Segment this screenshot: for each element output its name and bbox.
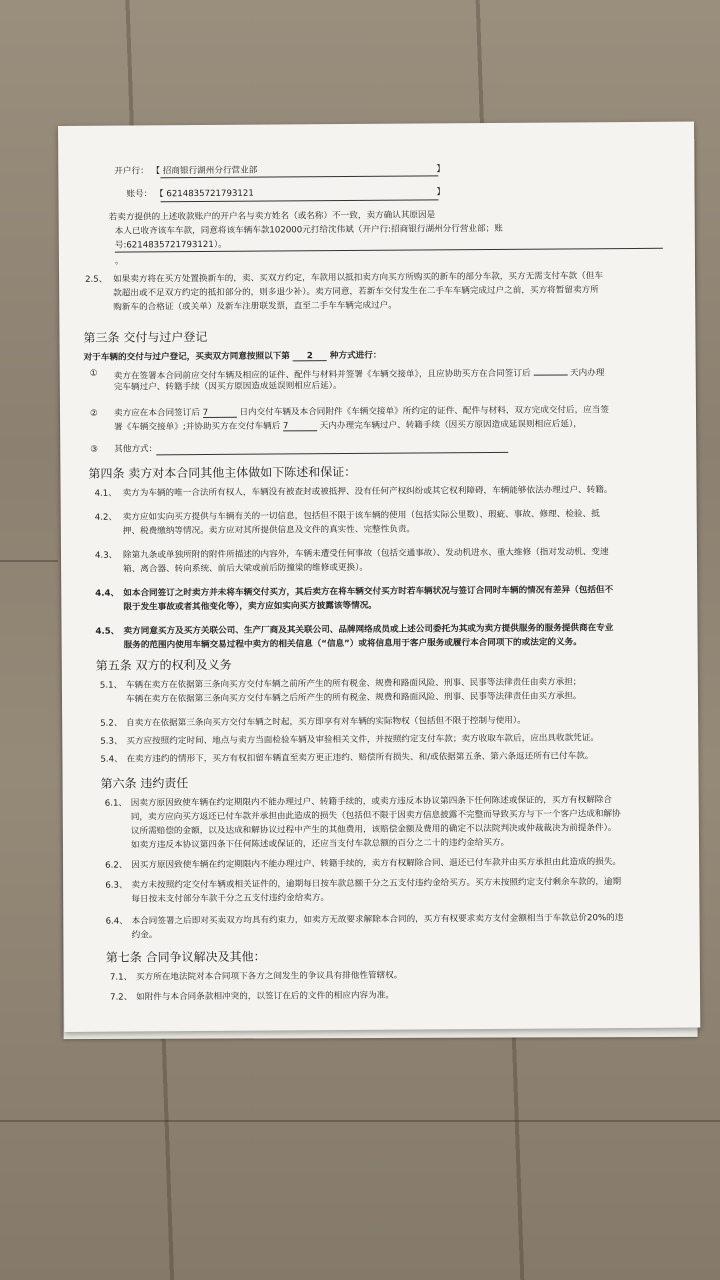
option-2-line-2 <box>114 418 582 433</box>
clause-5-1-num: 5.1、 <box>99 680 123 691</box>
clause-6-4-line: 本合同签署之后即对买卖双方均具有约束力，如卖方无故要求解除本合同的，买方有权要求卖方支付金额相当于车款总价20%的违 <box>131 913 624 927</box>
option-2-text-d: 天内办理完车辆过户、转籍手续（因买方原因造成延误则相应后延）， <box>319 419 582 432</box>
clause-4-4-line: 限于发生事故或者其他变化等），卖方应如实向买方披露该等情况。 <box>123 600 377 613</box>
clause-5-1-line: 车辆在卖方在依据第三条向买方交付车辆之前所产生的所有税金、规费和路面风险、刑事、民事等法律责任由卖方承担； <box>125 677 582 691</box>
clause-5-4-line: 在卖方违约的情形下，买方有权扣留车辆直至卖方更正违约、赔偿所有损失、和/或依据第五条、第六条返还所有已付车款。 <box>126 751 594 765</box>
section-5-title: 第五条 双方的权利及义务 <box>95 657 232 673</box>
floor-seam <box>0 1120 720 1122</box>
clause-4-5-line: 卖方同意买方及买方关联公司、生产厂商及其关联公司、品牌网络成员或上述公司委托为其或为卖方提供服务的服务提供商在专业 <box>123 623 614 637</box>
clause-5-3-line: 买方应按照约定时间、地点与卖方当面检验车辆及审验相关文件，并按照约定支付车款；卖方收取车款后，应出具收款凭证。 <box>126 733 599 747</box>
option-1-text-end: 天内办理 <box>569 368 605 379</box>
clause-4-2-line: 卖方应如实向买方提供与车辆有关的一切信息，包括但不限于该车辆的使用（包括实际公里数）、瑕疵、事故、修理、检验、抵 <box>122 509 600 523</box>
option-2-days-2: 7 <box>283 420 317 431</box>
clause-4-3-line: 箱、离合器、转向系统、前后大梁或前后防撞梁的维修或更换）。 <box>123 562 369 575</box>
clause-4-4-num: 4.4、 <box>95 588 120 599</box>
option-1-line-2: 完车辆过户、转籍手续（因买方原因造成延误则相应后延）。 <box>113 381 342 393</box>
intro-text-end: 种方式进行： <box>329 350 382 362</box>
option-3-label: 其他方式： <box>114 444 158 455</box>
option-3-blank <box>156 452 508 455</box>
account-value: 【 6214835721793121 <box>154 188 254 200</box>
option-2-text: 卖方应在本合同签订后 <box>113 408 200 419</box>
section-3-intro <box>84 350 382 364</box>
clause-4-5-line: 服务的范围内使用车辆交易过程中卖方的相关信息（“信息”）或将信息用于客户服务或履行本合同项下的或法定的义务。 <box>123 637 582 651</box>
clause-7-1-num: 7.1、 <box>109 972 133 983</box>
option-1-text: 卖方在签署本合同前应交付车辆及相应的证件、配件与材料并签署《车辆交接单》，且应协助买方在合同签订后 <box>113 368 531 382</box>
clause-4-2-line: 押、税费缴纳等情况。卖方应对其所提供信息及文件的真实性、完整性负责。 <box>122 524 416 537</box>
clause-2-5-line: 购新车的合格证（或关单）及新车注册联发票，直至二手车车辆完成过户。 <box>113 300 397 313</box>
clause-6-3-line: 卖方未按照约定交付车辆或相关证件的，逾期每日按车款总额千分之五支付违约金给买方。买方未按照约定支付剩余车款的，逾期 <box>131 877 622 891</box>
clause-4-5-num: 4.5、 <box>95 626 120 637</box>
option-2-text-b: 日内交付车辆及本合同附件《车辆交接单》所约定的证件、配件与材料，双方完成交付后，应当签 <box>239 405 610 418</box>
clause-4-3-num: 4.3、 <box>94 550 118 561</box>
option-1-num: ① <box>89 368 98 379</box>
clause-7-1-line: 买方所在地法院对本合同项下各方之间发生的争议具有排他性管辖权。 <box>135 970 403 983</box>
option-2-text-c: 署《车辆交接单》;并协助买方在交付车辆后 <box>114 421 281 433</box>
intro-text: 对于车辆的交付与过户登记，买卖双方同意按照以下第 <box>83 351 290 363</box>
clause-4-2-num: 4.2、 <box>94 512 118 523</box>
clause-5-1-line: 车辆在卖方在依据第三条向买方交付车辆之后所产生的所有税金、规费和路面风险、刑事、民事等法律责任由买方承担。 <box>125 691 582 705</box>
clause-4-1-line: 卖方为车辆的唯一合法所有权人，车辆没有被查封或被抵押、没有任何产权纠纷或其它权利障碍，车辆能够依法办理过户、转籍。 <box>122 485 613 499</box>
section-6-title: 第六条 违约责任 <box>100 776 189 791</box>
option-3-num: ③ <box>90 444 99 455</box>
bank-label: 开户行： <box>114 166 149 177</box>
clause-5-2-line: 自卖方在依据第三条向买方交付车辆之时起，买方即享有对车辆的实际物权（包括但不限于控制与使用）。 <box>126 715 526 729</box>
clause-6-4-num: 6.4、 <box>105 916 128 927</box>
section-7-title: 第七条 合同争议解决及其他： <box>105 949 266 965</box>
account-label: 账号： <box>126 189 153 200</box>
clause-6-2-line: 因买方原因致使车辆在约定期限内不能办理过户、转籍手续的，卖方有权解除合同、退还已付车款并由买方承担由此造成的损失。 <box>131 857 622 871</box>
contract-page <box>58 122 700 1032</box>
method-number: 2 <box>293 350 327 361</box>
bank-bracket-end: 】 <box>436 164 445 175</box>
clause-5-3-num: 5.3、 <box>100 736 123 747</box>
section-3-title: 第三条 交付与过户登记 <box>83 329 208 345</box>
clause-2-5-num: 2.5、 <box>85 274 108 285</box>
clause-6-3-line: 每日按未支付部分车款千分之五支付违约金给卖方。 <box>131 893 330 905</box>
account-note-2: 本人已收齐该车车款，同意将该车辆车款102000元打给沈伟斌（开户行:招商银行湖州分行营业部；账 <box>114 223 503 237</box>
clause-6-2-num: 6.2、 <box>105 860 128 871</box>
clause-6-3-num: 6.3、 <box>105 880 128 891</box>
clause-7-2-num: 7.2、 <box>110 992 133 1003</box>
option-2-line <box>114 404 609 419</box>
clause-2-5-line: 款超出或不足双方约定的抵扣部分的，则多退少补）。卖方同意，若新车交付发生在二手车车辆完成过户之前，买方将暂留卖方所 <box>113 285 599 299</box>
bank-value: 【 招商银行湖州分行营业部 <box>151 165 258 177</box>
option-2-num: ② <box>89 408 98 419</box>
clause-6-1-num: 6.1、 <box>104 798 128 809</box>
account-row <box>126 188 253 201</box>
clause-7-2-line: 如附件与本合同条款相冲突的，以签订在后的文件的相应内容为准。 <box>136 990 394 1003</box>
account-note-3: 号:6214835721793121）。 <box>114 239 227 251</box>
clause-6-1-line: 因卖方原因致使车辆在约定期限内不能办理过户、转籍手续的，或卖方违反本协议第四条下任何陈述或保证的，买方有权解除合 <box>130 795 613 809</box>
clause-4-3-line: 除第九条或单独所附的附件所描述的内容外，车辆未遭受任何事故（包括交通事故）、发动机进水、重大维修（指对发动机、变速 <box>122 547 609 561</box>
clause-4-4-line: 如本合同签订之时卖方并未将车辆交付买方，其后卖方在将车辆交付买方时若车辆状况与签订合同时车辆的情况有差异（包括但不 <box>123 585 614 599</box>
account-note-1: 若卖方提供的上述收款账户的开户名与卖方姓名（或名称）不一致，卖方确认其原因是 <box>108 210 436 223</box>
option-1-line <box>114 364 605 382</box>
note-dot: 。 <box>114 256 124 267</box>
bank-row <box>114 165 257 178</box>
clause-2-5-line: 如果卖方将在买方处置换新车的，卖、买双方约定，车款用以抵扣卖方向买方所购买的新车的部分车款，买方无需支付车款（但车 <box>113 271 603 285</box>
clause-4-1-num: 4.1、 <box>94 488 117 499</box>
clause-6-1-line: 如卖方违反本协议第四条下任何陈述或保证的，还应当支付车款总额的百分之二十的违约金给买方。 <box>130 837 510 851</box>
option-2-days: 7 <box>203 407 237 418</box>
account-bracket-end: 】 <box>436 187 446 198</box>
clause-6-1-line: 同，卖方应向买方返还已付车款并承担由此造成的损失（包括但不限于因卖方信息披露不完整而导致买方与下一个客户达成和解协 <box>130 809 621 823</box>
section-4-title: 第四条 卖方对本合同其他主体做如下陈述和保证： <box>88 464 357 481</box>
floor-seam <box>0 560 58 562</box>
clause-6-4-line: 约金。 <box>131 930 158 941</box>
option-1-days-blank <box>533 364 567 375</box>
clause-6-1-line: 议所需赔偿的金额，以及达成和解协议过程中产生的其他费用，该赔偿金额及费用的确定不以法院判决或仲裁裁决为前提条件）。 <box>130 823 617 837</box>
clause-5-4-num: 5.4、 <box>100 754 123 765</box>
clause-5-2-num: 5.2、 <box>100 718 123 729</box>
